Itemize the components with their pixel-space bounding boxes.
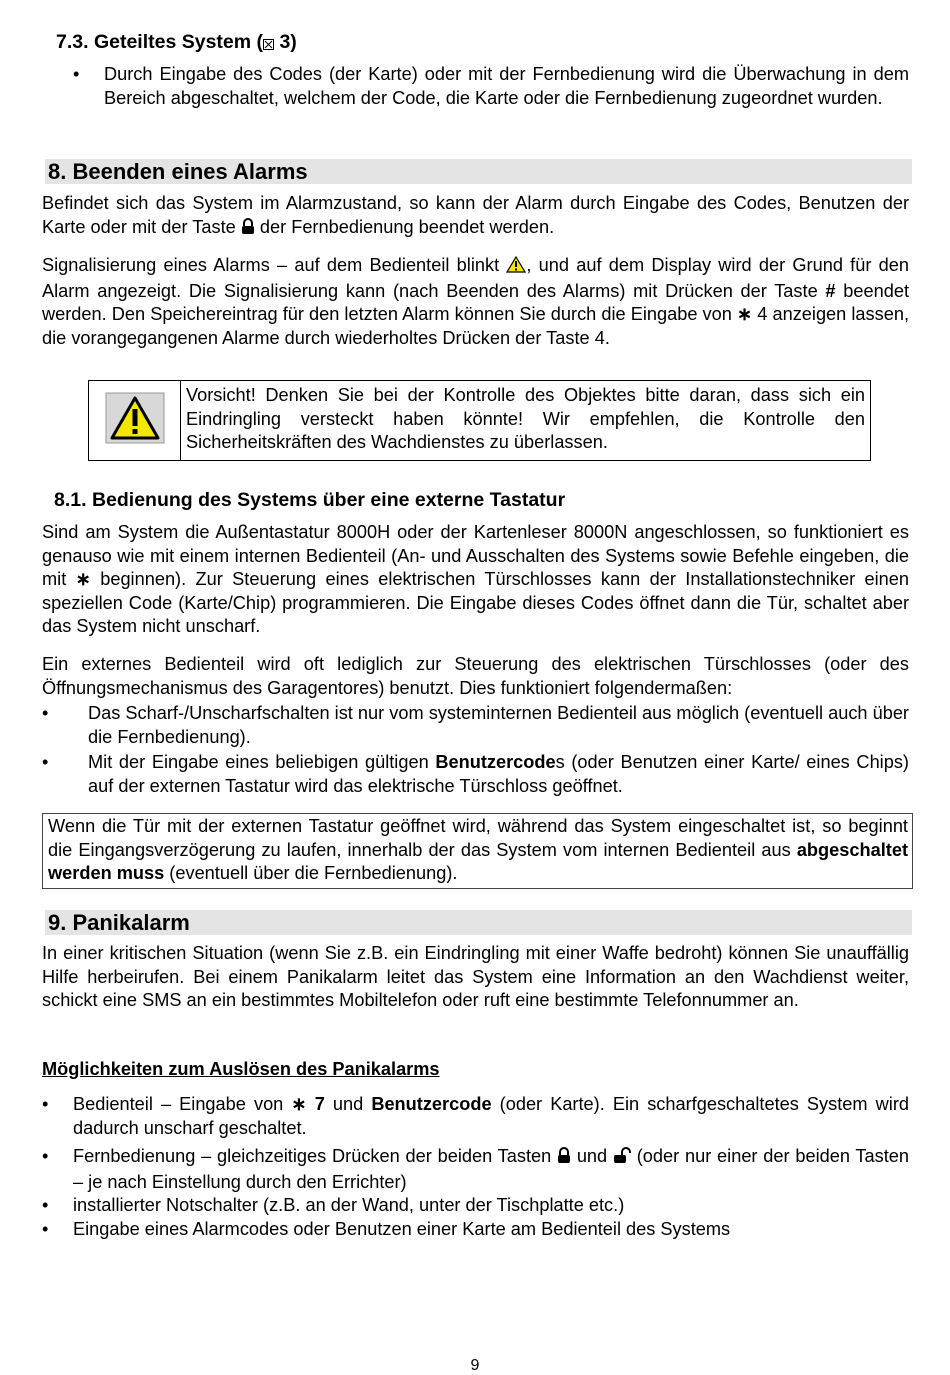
warning-icon-cell bbox=[89, 381, 181, 460]
warning-icon bbox=[105, 392, 165, 449]
section-8-1-paragraph-1: Sind am System die Außentastatur 8000H oder der Kartenleser 8000N angeschlossen, so funktioniert es genauso wie mit einem internen Bedienteil (An- und Ausschalten des Systems sowie Befehle eingeben, die mit ∗ beginnen). Zur Steuerung eines elektrischen Türschlosses kann der Installationstechniker einen speziellen Code (Karte/Chip) programmieren. Die Eingabe dieses Codes öffnet dann die Tür, schaltet aber das System nicht unscharf. bbox=[42, 522, 909, 636]
section-9-subheading: Möglichkeiten zum Auslösen des Panikalarms bbox=[42, 1059, 440, 1079]
warning-box bbox=[88, 380, 871, 461]
section-8-heading: 8. Beenden eines Alarms bbox=[45, 159, 912, 184]
page-number: 9 bbox=[470, 1357, 480, 1374]
section-7-3-heading: 7.3. Geteiltes System ( 3) bbox=[56, 31, 297, 56]
list-item: • Mit der Eingabe eines beliebigen gültigen Benutzercodes (oder Benutzen einer Karte/ eines Chips) auf der externen Tastatur wird das elektrische Türschloss geöffnet. bbox=[42, 752, 909, 796]
lock-closed-icon bbox=[557, 1147, 571, 1171]
section-8-paragraph-2: Signalisierung eines Alarms – auf dem Bedienteil blinkt , und auf dem Display wird der Grund für den Alarm angezeigt. Die Signalisierung kann (nach Beenden des Alarms) mit Drücken der Taste # beendet werden. Den Speichereintrag für den letzten Alarm können Sie durch die Eingabe von ∗ 4 anzeigen lassen, die vorangegangenen Alarme durch wiederholtes Drücken der Taste 4. bbox=[42, 255, 909, 348]
section-8-1-bullet-list bbox=[42, 702, 909, 798]
list-item: • Das Scharf-/Unscharfschalten ist nur vom systeminternen Bedienteil aus möglich (eventuell auch über die Fernbedienung). bbox=[42, 703, 909, 747]
list-item: • Bedienteil – Eingabe von ∗ 7 und Benutzercode (oder Karte). Ein scharfgeschaltetes System wird dadurch unscharf geschaltet. bbox=[42, 1094, 909, 1138]
warning-icon bbox=[506, 256, 526, 280]
list-item: • installierter Notschalter (z.B. an der Wand, unter der Tischplatte etc.) bbox=[42, 1195, 625, 1215]
lock-closed-icon bbox=[241, 218, 255, 242]
warning-text: Vorsicht! Denken Sie bei der Kontrolle des Objektes bitte daran, dass sich ein Eindringling versteckt haben könnte! Wir empfehlen, die Kontrolle den Sicherheitskräften des Wachdienstes zu überlassen. bbox=[186, 385, 865, 452]
list-item: • Fernbedienung – gleichzeitiges Drücken der beiden Tasten und (oder nur einer der beiden Tasten – je nach Einstellung durch den Errichter) bbox=[42, 1146, 909, 1192]
section-8-1-paragraph-2: Ein externes Bedienteil wird oft lediglich zur Steuerung des elektrischen Türschlosses (oder des Öffnungsmechanismus des Garagentores) benutzt. Dies funktioniert folgendermaßen: bbox=[42, 654, 909, 698]
section-7-3-bullet: • Durch Eingabe des Codes (der Karte) oder mit der Fernbedienung wird die Überwachung in dem Bereich abgeschaltet, welchem der Code, die Karte oder die Fernbedienung zugeordnet wurden. bbox=[73, 64, 909, 108]
section-8-1-heading: 8.1. Bedienung des Systems über eine externe Tastatur bbox=[54, 489, 566, 511]
section-9-heading: 9. Panikalarm bbox=[45, 910, 912, 935]
note-box: Wenn die Tür mit der externen Tastatur geöffnet wird, während das System eingeschaltet ist, so beginnt die Eingangsverzögerung zu laufen, innerhalb der das System vom internen Bedienteil aus abgeschaltet werden muss (eventuell über die Fernbedienung). bbox=[42, 813, 913, 889]
lock-open-icon bbox=[613, 1147, 631, 1171]
section-9-bullet-list bbox=[42, 1093, 909, 1241]
list-item: • Eingabe eines Alarmcodes oder Benutzen einer Karte am Bedienteil des Systems bbox=[42, 1218, 731, 1239]
section-8-paragraph-1: Befindet sich das System im Alarmzustand, so kann der Alarm durch Eingabe des Codes, Benutzen der Karte oder mit der Taste der Fernbedienung beendet werden. bbox=[42, 192, 909, 241]
section-9-paragraph: In einer kritischen Situation (wenn Sie z.B. ein Eindringling mit einer Waffe bedroht) können Sie unauffällig Hilfe herbeirufen. Bei einem Panikalarm leitet das System eine Information an den Wachdienst weiter, schickt eine SMS an ein bestimmtes Mobiltelefon oder ruft eine bestimmte Telefonnummer an. bbox=[42, 943, 909, 1010]
checkbox-icon bbox=[263, 33, 274, 56]
